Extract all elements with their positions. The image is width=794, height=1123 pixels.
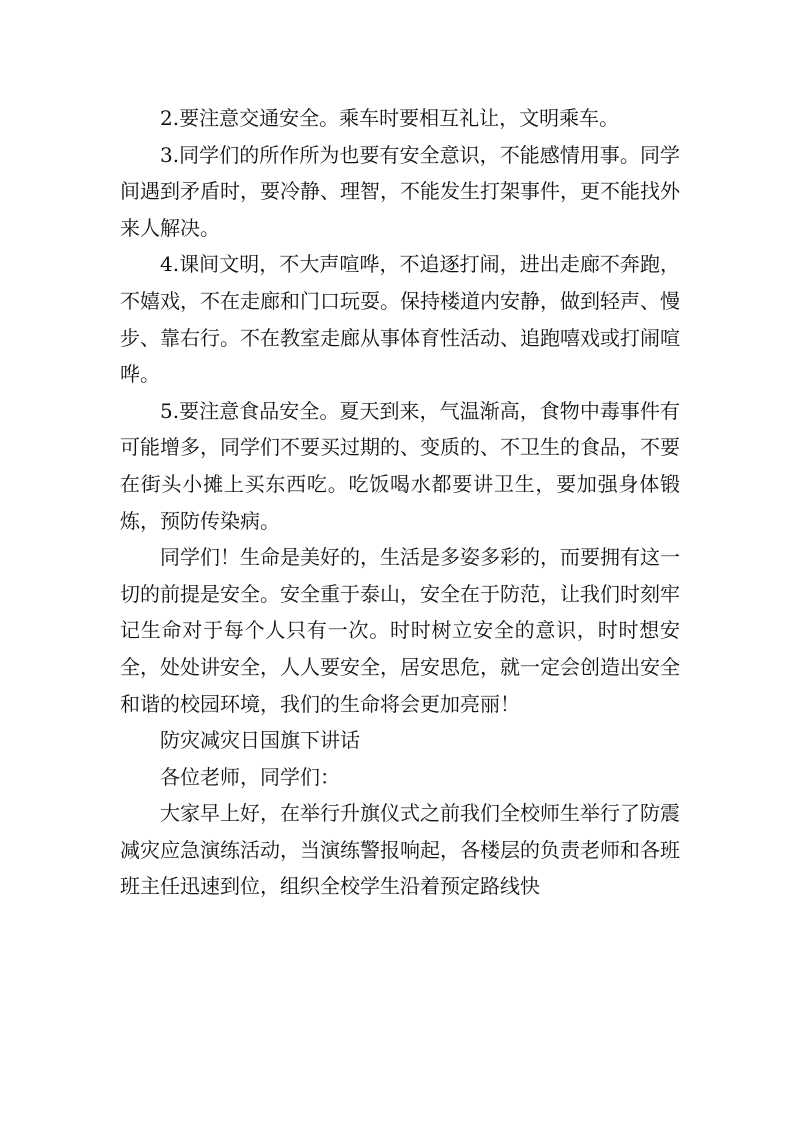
- document-body: [120, 100, 680, 905]
- paragraph-closing-appeal: 同学们！生命是美好的，生活是多姿多彩的，而要拥有这一切的前提是安全。安全重于泰山，安全在于防范，让我们时刻牢记生命对于每个人只有一次。时时树立安全的意识，时时想安全，处处讲安全，人人要安全，居安思危，就一定会创造出安全和谐的校园环境，我们的生命将会更加亮丽！: [120, 545, 680, 716]
- paragraph-safety-awareness: 3.同学们的所作所为也要有安全意识，不能感情用事。同学间遇到矛盾时，要冷静、理智，不能发生打架事件，更不能找外来人解决。: [120, 142, 680, 240]
- paragraph-drill-intro: 大家早上好，在举行升旗仪式之前我们全校师生举行了防震减灾应急演练活动，当演练警报响起，各楼层的负责老师和各班班主任迅速到位，组织全校学生沿着预定路线快: [120, 801, 680, 899]
- paragraph-food-safety: 5.要注意食品安全。夏天到来，气温渐高，食物中毒事件有可能增多，同学们不要买过期的、变质的、不卫生的食品，不要在街头小摊上买东西吃。吃饭喝水都要讲卫生，要加强身体锻炼，预防传染病。: [120, 398, 680, 533]
- section-title: 防灾减灾日国旗下讲话: [160, 728, 360, 753]
- salutation: 各位老师，同学们：: [160, 764, 340, 789]
- paragraph-recess-conduct: 4.课间文明，不大声喧哗，不追逐打闹，进出走廊不奔跑，不嬉戏，不在走廊和门口玩耍。保持楼道内安静，做到轻声、慢步、靠右行。不在教室走廊从事体育性活动、追跑嘻戏或打闹喧哗。: [120, 252, 680, 387]
- paragraph-traffic-safety: 2.要注意交通安全。乘车时要相互礼让，文明乘车。: [160, 106, 620, 130]
